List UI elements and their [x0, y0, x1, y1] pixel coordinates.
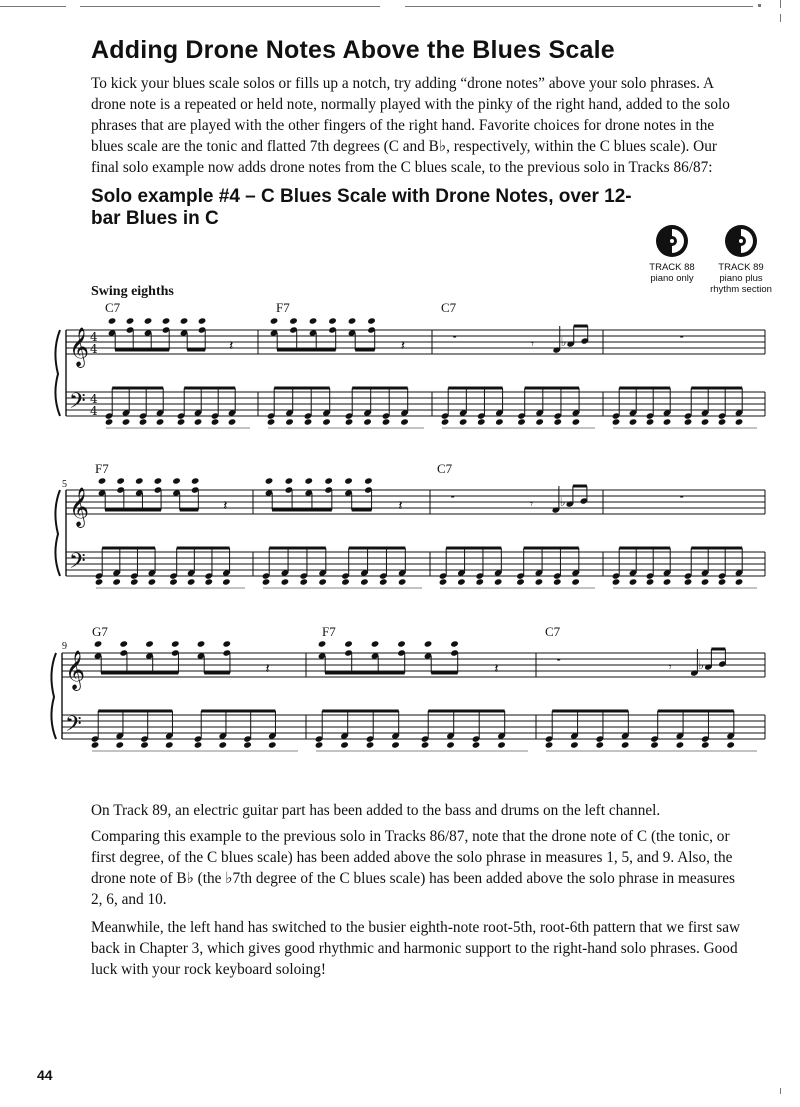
bass-clef-icon: 𝄢	[69, 549, 86, 579]
bass-note-head	[676, 741, 685, 748]
bass-note-head	[516, 578, 525, 585]
bass-note-head	[684, 578, 693, 585]
bass-note-head	[439, 578, 448, 585]
bass-note-head	[204, 578, 213, 585]
bass-note-head	[517, 418, 526, 425]
bass-note-head	[91, 741, 100, 748]
bass-note-head	[366, 741, 375, 748]
bass-note-head	[545, 741, 554, 748]
tempo-marking: Swing eighths	[91, 284, 174, 299]
treble-note-head	[397, 640, 406, 647]
bass-note-head	[139, 418, 148, 425]
bass-note-head	[553, 418, 562, 425]
brace	[55, 330, 60, 416]
treble-note-head	[285, 477, 294, 484]
bass-note-head	[475, 578, 484, 585]
intro-paragraph: To kick your blues scale solos or fills up a notch, try adding “drone notes” above your solo phrases. A drone note is a repeated or held note, normally played with the pinky of the right hand, added to the solo phrases that are played with the other fingers of the right hand. Favorite choices for drone notes in the blues scale are the tonic and flatted 7th degrees (C and B♭, respectively, within the C blues scale). Our final solo example now adds drone notes from the C blues scale, to the previous solo in Tracks 86/87:	[91, 75, 730, 176]
measure-number: 5	[62, 479, 67, 490]
treble-note-head	[450, 640, 459, 647]
brace	[55, 490, 60, 576]
bass-note-head	[243, 741, 252, 748]
quarter-rest: 𝄽	[494, 661, 499, 677]
bass-note-head	[299, 578, 308, 585]
bass-note-head	[194, 418, 203, 425]
chord-symbol: C7	[441, 300, 457, 315]
bass-note-head	[122, 418, 131, 425]
treble-note-head	[364, 477, 373, 484]
bass-note-head	[379, 578, 388, 585]
eighth-rest: 𝄾	[668, 660, 672, 674]
bass-note-head	[194, 741, 203, 748]
bass-note-head	[345, 418, 354, 425]
time-signature: 4	[90, 342, 98, 356]
time-signature: 4	[90, 404, 98, 418]
bass-note-head	[398, 578, 407, 585]
bass-clef-icon: 𝄢	[65, 712, 82, 742]
bass-note-head	[572, 418, 581, 425]
treble-note-head	[289, 317, 298, 324]
half-rest: 𝄻	[556, 655, 562, 671]
bass-note-head	[363, 418, 372, 425]
bass-note-head	[105, 418, 114, 425]
bass-note-head	[646, 418, 655, 425]
bass-note-head	[718, 418, 727, 425]
bass-note-head	[211, 418, 220, 425]
bass-note-head	[477, 418, 486, 425]
bass-note-head	[718, 578, 727, 585]
bass-note-head	[535, 418, 544, 425]
treble-note-head	[304, 477, 313, 484]
bass-note-head	[115, 741, 124, 748]
chord-symbol: G7	[92, 624, 108, 639]
treble-note-head	[116, 477, 125, 484]
track-label: TRACK 88	[649, 262, 695, 273]
solo-example-heading: Solo example #4 – C Blues Scale with Drone Notes, over 12-bar Blues in C	[91, 186, 632, 229]
treble-note-head	[135, 477, 144, 484]
body-paragraph: Meanwhile, the left hand has switched to the busier eighth-note root-5th, root-6th pattern that we first saw back in Chapter 3, which gives good rhythmic and harmonic support to the right-hand solo phrases. Good luck with your rock keyboard soloing!	[91, 919, 741, 978]
treble-note-head	[119, 640, 128, 647]
bass-note-head	[595, 741, 604, 748]
bass-note-head	[701, 578, 710, 585]
treble-note-head	[270, 317, 279, 324]
page-number: 44	[37, 1067, 53, 1083]
chord-symbol: F7	[322, 624, 336, 639]
bass-note-head	[340, 741, 349, 748]
bass-note-head	[268, 741, 277, 748]
whole-rest: 𝄻	[679, 332, 685, 348]
bass-note-head	[222, 578, 231, 585]
bass-note-head	[663, 578, 672, 585]
bass-note-head	[726, 741, 735, 748]
treble-note-head	[424, 640, 433, 647]
quarter-rest: 𝄽	[223, 498, 228, 514]
bass-note-head	[735, 578, 744, 585]
half-rest: 𝄻	[452, 332, 458, 348]
bass-note-head	[315, 741, 324, 748]
body-paragraph: Comparing this example to the previous solo in Tracks 86/87, note that the drone note of C (the tonic, or first degree, of the C blues scale) has been added above the solo phrase in measures 1, 5, and 9. Also, the drone note of B♭ (the ♭7th degree of the C blues scale) has been added above the solo phrase in measures 2, 6, and 10.	[91, 828, 735, 908]
track-description: piano plus	[719, 273, 763, 284]
treble-note-head	[154, 477, 163, 484]
bass-note-head	[701, 418, 710, 425]
quarter-rest: 𝄽	[398, 498, 403, 514]
treble-note-head	[98, 477, 107, 484]
track-description: rhythm section	[710, 284, 772, 295]
bass-note-head	[382, 418, 391, 425]
bass-note-head	[400, 418, 409, 425]
chord-symbol: C7	[437, 461, 453, 476]
crop-tick	[780, 1088, 781, 1094]
treble-note-head	[171, 640, 180, 647]
bass-note-head	[140, 741, 149, 748]
bass-note-head	[165, 741, 174, 748]
bass-note-head	[535, 578, 544, 585]
track-description: piano only	[650, 273, 694, 284]
measure-number: 9	[62, 641, 67, 652]
treble-note-head	[344, 640, 353, 647]
time-signature: 4	[90, 392, 98, 406]
treble-note-head	[371, 640, 380, 647]
treble-clef-icon: 𝄞	[69, 487, 90, 527]
bass-note-head	[391, 741, 400, 748]
bass-note-head	[228, 418, 237, 425]
treble-note-head	[197, 640, 206, 647]
time-signature: 4	[90, 330, 98, 344]
bass-note-head	[304, 418, 313, 425]
bass-note-head	[285, 418, 294, 425]
bass-note-head	[95, 578, 104, 585]
bass-note-head	[570, 741, 579, 748]
bass-note-head	[148, 578, 157, 585]
treble-note-head	[172, 477, 181, 484]
bass-note-head	[494, 578, 503, 585]
treble-note-head	[162, 317, 171, 324]
bass-note-head	[112, 578, 121, 585]
flat-sign: ♭	[559, 495, 566, 509]
bass-note-head	[281, 578, 290, 585]
chord-symbol: C7	[545, 624, 561, 639]
bass-note-head	[459, 418, 468, 425]
bass-note-head	[497, 741, 506, 748]
treble-note-head	[144, 317, 153, 324]
treble-note-head	[348, 317, 357, 324]
bass-note-head	[735, 418, 744, 425]
bass-note-head	[421, 741, 430, 748]
flat-sign: ♭	[698, 658, 705, 672]
bass-note-head	[169, 578, 178, 585]
bass-note-head	[218, 741, 227, 748]
treble-note-head	[318, 640, 327, 647]
bass-note-head	[553, 578, 562, 585]
bass-note-head	[187, 578, 196, 585]
bass-note-head	[457, 578, 466, 585]
eighth-rest: 𝄾	[529, 497, 534, 511]
chord-symbol: C7	[105, 300, 121, 315]
bass-note-head	[571, 578, 580, 585]
treble-clef-icon: 𝄞	[65, 650, 86, 690]
treble-note-head	[344, 477, 353, 484]
chord-symbol: F7	[276, 300, 290, 315]
bass-note-head	[156, 418, 165, 425]
bass-note-head	[318, 578, 327, 585]
treble-note-head	[108, 317, 117, 324]
brace	[51, 653, 56, 739]
page-title: Adding Drone Notes Above the Blues Scale	[91, 36, 615, 64]
bass-note-head	[495, 418, 504, 425]
treble-note-head	[265, 477, 274, 484]
bass-note-head	[612, 418, 621, 425]
quarter-rest: 𝄽	[229, 338, 234, 354]
bass-note-head	[612, 578, 621, 585]
quarter-rest: 𝄽	[265, 661, 270, 677]
bass-note-head	[472, 741, 481, 748]
flat-sign: ♭	[560, 335, 567, 349]
bass-clef-icon: 𝄢	[69, 389, 86, 419]
bass-note-head	[684, 418, 693, 425]
bass-note-head	[629, 418, 638, 425]
bass-note-head	[341, 578, 350, 585]
bass-note-head	[650, 741, 659, 748]
quarter-rest: 𝄽	[400, 338, 406, 354]
bass-note-head	[446, 741, 455, 748]
bass-note-head	[646, 578, 655, 585]
treble-note-head	[324, 477, 333, 484]
whole-rest: 𝄻	[679, 492, 685, 508]
treble-note-head	[367, 317, 376, 324]
bass-note-head	[267, 418, 276, 425]
eighth-rest: 𝄾	[530, 337, 534, 351]
bass-note-head	[701, 741, 710, 748]
treble-note-head	[126, 317, 135, 324]
track-label: TRACK 89	[718, 262, 764, 273]
treble-note-head	[94, 640, 103, 647]
treble-note-head	[309, 317, 318, 324]
bass-note-head	[360, 578, 369, 585]
bass-note-head	[621, 741, 630, 748]
bass-note-head	[629, 578, 638, 585]
bass-note-head	[663, 418, 672, 425]
half-rest: 𝄻	[450, 492, 456, 508]
treble-note-head	[198, 317, 207, 324]
bass-note-head	[177, 418, 186, 425]
chord-symbol: F7	[95, 461, 109, 476]
treble-note-head	[180, 317, 189, 324]
bass-note-head	[322, 418, 331, 425]
body-paragraph: On Track 89, an electric guitar part has been added to the bass and drums on the left channel.	[91, 802, 661, 819]
treble-note-head	[328, 317, 337, 324]
bass-note-head	[130, 578, 139, 585]
treble-note-head	[145, 640, 154, 647]
treble-note-head	[222, 640, 231, 647]
treble-clef-icon: 𝄞	[69, 327, 90, 367]
bass-note-head	[262, 578, 271, 585]
treble-note-head	[191, 477, 200, 484]
bass-note-head	[441, 418, 450, 425]
